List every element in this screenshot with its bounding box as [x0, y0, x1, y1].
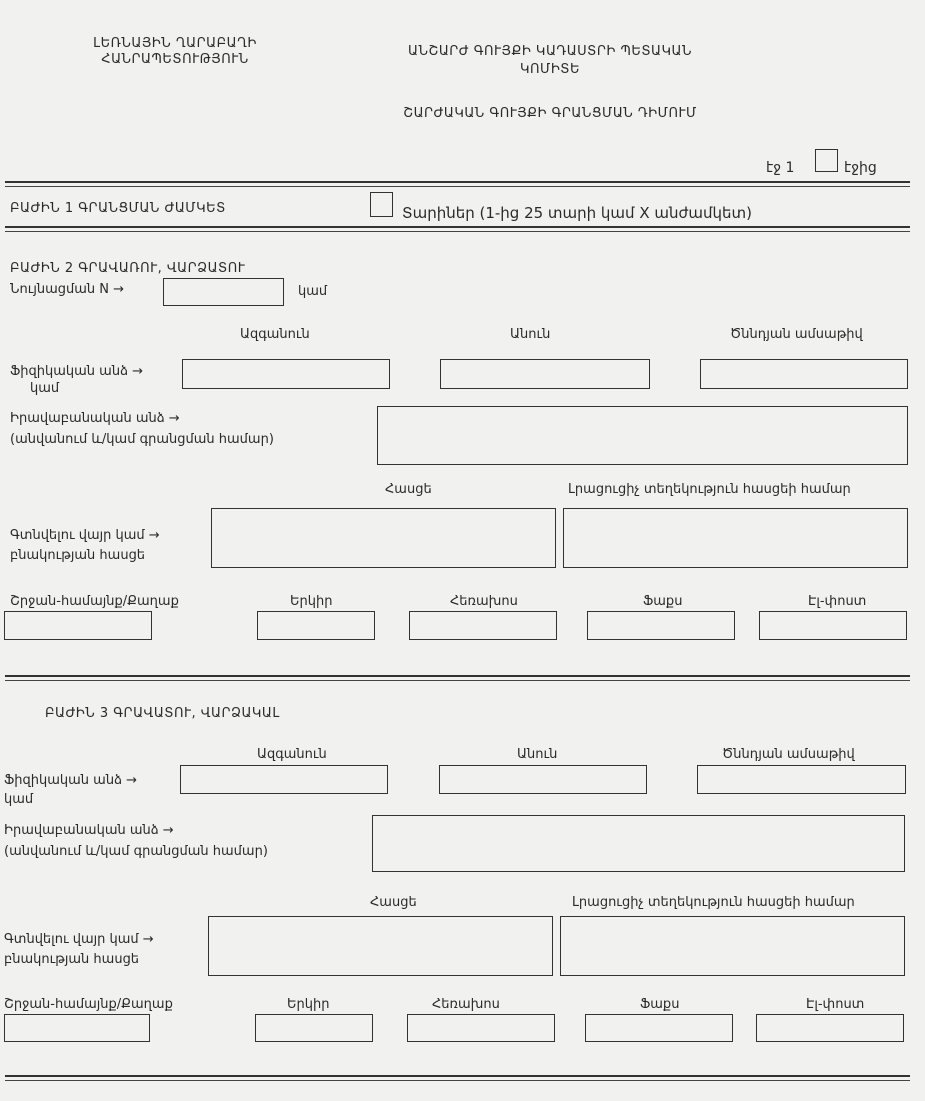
district-header: Շրջան-համայնք/Քաղաք: [10, 594, 179, 609]
header-org-line1: ԼԵՌՆԱՅԻՆ ՂԱՐԱԲԱՂԻ: [93, 36, 257, 51]
divider: [5, 181, 910, 183]
surname-header: Ազգանուն: [257, 747, 327, 762]
name-input[interactable]: [440, 359, 650, 389]
birthdate-header: Ծննդյան ամսաթիվ: [730, 327, 863, 342]
country-header: Երկիր: [287, 997, 330, 1012]
birthdate-header: Ծննդյան ամսաթիվ: [722, 747, 855, 762]
birthdate-input[interactable]: [700, 359, 908, 389]
page-number-box[interactable]: [815, 149, 838, 172]
email-header: Էլ-փոստ: [806, 997, 865, 1012]
section3-title: ԲԱԺԻՆ 3 ԳՐԱՎԱՏՈՒ, ՎԱՐՁԱԿԱԼ: [45, 706, 280, 721]
header-committee-line2: ԿՈՄԻՏԵ: [520, 62, 580, 77]
phone-header: Հեռախոս: [450, 594, 518, 609]
section2-title: ԲԱԺԻՆ 2 ԳՐԱՎԱՌՈՒ, ՎԱՐՁԱՏՈՒ: [10, 261, 246, 276]
phone-input[interactable]: [407, 1014, 555, 1042]
name-header: Անուն: [517, 747, 558, 762]
physical-person-label: Ֆիզիկական անձ →: [10, 364, 144, 379]
divider: [5, 1080, 910, 1081]
fax-input[interactable]: [585, 1014, 733, 1042]
surname-input[interactable]: [180, 765, 388, 794]
divider: [5, 226, 910, 228]
district-header: Շրջան-համայնք/Քաղաք: [4, 997, 173, 1012]
district-input[interactable]: [4, 611, 152, 640]
email-input[interactable]: [759, 611, 907, 640]
header-committee-line1: ԱՆՇԱՐԺ ԳՈՒՅՔԻ ԿԱԴԱՍՏՐԻ ՊԵՏԱԿԱՆ: [408, 44, 692, 59]
divider: [5, 675, 910, 677]
page-of-label: էջից: [844, 160, 877, 176]
country-input[interactable]: [257, 611, 375, 640]
physical-person-label: Ֆիզիկական անձ →: [4, 773, 138, 788]
or-label: կամ: [30, 381, 60, 396]
legal-person-label: Իրավաբանական անձ →: [10, 411, 180, 426]
email-input[interactable]: [756, 1014, 904, 1042]
address-extra-header: Լրացուցիչ տեղեկություն հասցեի համար: [568, 482, 851, 497]
address-input[interactable]: [211, 508, 556, 568]
surname-header: Ազգանուն: [240, 327, 310, 342]
years-label: Տարիներ (1-ից 25 տարի կամ X անժամկետ): [402, 204, 752, 222]
divider: [5, 186, 910, 187]
country-header: Երկիր: [290, 594, 333, 609]
id-number-label: Նույնացման N →: [10, 282, 125, 297]
address-header: Հասցե: [385, 482, 432, 497]
divider: [5, 1075, 910, 1077]
legal-person-hint: (անվանում և/կամ գրանցման համար): [4, 844, 268, 859]
divider: [5, 231, 910, 232]
page-label: էջ 1: [766, 160, 795, 176]
legal-person-input[interactable]: [377, 406, 908, 465]
email-header: Էլ-փոստ: [808, 594, 867, 609]
header-org-line2: ՀԱՆՐԱՊԵՏՈՒԹՅՈՒՆ: [101, 52, 249, 67]
phone-input[interactable]: [409, 611, 557, 640]
location-label-line2: բնակության հասցե: [10, 548, 146, 563]
or-label: կամ: [298, 284, 328, 299]
legal-person-label: Իրավաբանական անձ →: [4, 823, 174, 838]
legal-person-hint: (անվանում և/կամ գրանցման համար): [10, 432, 274, 447]
fax-header: Ֆաքս: [640, 997, 680, 1012]
legal-person-input[interactable]: [372, 815, 905, 872]
district-input[interactable]: [4, 1014, 150, 1042]
divider: [5, 680, 910, 681]
section1-title: ԲԱԺԻՆ 1 ԳՐԱՆՑՄԱՆ ԺԱՄԿԵՏ: [10, 201, 226, 216]
name-input[interactable]: [439, 765, 647, 794]
or-label: կամ: [4, 792, 34, 807]
address-extra-header: Լրացուցիչ տեղեկություն հասցեի համար: [572, 895, 855, 910]
name-header: Անուն: [510, 327, 551, 342]
fax-header: Ֆաքս: [643, 594, 683, 609]
id-number-input[interactable]: [163, 278, 284, 306]
phone-header: Հեռախոս: [432, 997, 500, 1012]
country-input[interactable]: [255, 1014, 373, 1042]
form-title: ՇԱՐԺԱԿԱՆ ԳՈՒՅՔԻ ԳՐԱՆՑՄԱՆ ԴԻՄՈՒՄ: [403, 106, 697, 121]
address-extra-input[interactable]: [560, 916, 905, 976]
term-checkbox[interactable]: [370, 192, 393, 217]
birthdate-input[interactable]: [697, 765, 906, 794]
location-label-line2: բնակության հասցե: [4, 952, 140, 967]
address-extra-input[interactable]: [563, 508, 908, 568]
surname-input[interactable]: [182, 359, 390, 389]
location-label: Գտնվելու վայր կամ →: [4, 932, 154, 947]
fax-input[interactable]: [587, 611, 735, 640]
location-label: Գտնվելու վայր կամ →: [10, 528, 160, 543]
address-header: Հասցե: [370, 895, 417, 910]
address-input[interactable]: [208, 916, 553, 976]
